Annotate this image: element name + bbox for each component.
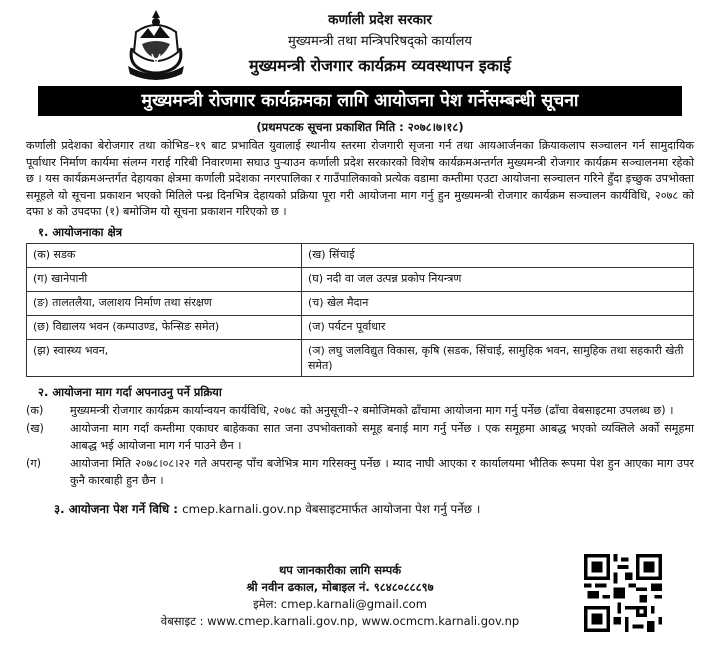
list-item-text: आयोजना माग गर्दा कम्तीमा एकाघर बाहेकका सात जना उपभोक्ताको समूह बनाई माग गर्नु पर्नेछ । एक समूहमा आबद्ध भएको व्यक्तिले अर्को समूहमा आबद्ध भई आयोजना माग गर्न पाउने छैन ।: [70, 422, 694, 452]
table-cell: (छ) विद्यालय भवन (कम्पाउण्ड, फेन्सिङ समेत): [27, 315, 302, 339]
list-item: [26, 403, 694, 420]
submission-method-text: cmep.karnali.gov.np वेबसाइटमार्फत आयोजना पेश गर्नु पर्नेछ ।: [182, 502, 481, 516]
table-row: [27, 315, 694, 339]
section-process-heading: २. आयोजना माग गर्दा अपनाउनु पर्ने प्रक्रिया: [38, 384, 222, 399]
table-cell: (ञ) लघु जलविद्युत विकास, कृषि (सडक, सिंचाई, सामुहिक भवन, सामुहिक तथा सहकारी खेती समेत): [302, 339, 694, 376]
contact-website: वेबसाइट : www.cmep.karnali.gov.np, www.ocmcm.karnali.gov.np: [160, 614, 520, 628]
list-item-mark: (ग): [26, 457, 42, 470]
table-row: [27, 291, 694, 315]
list-item-mark: (क): [26, 403, 44, 417]
list-item-text: मुख्यमन्त्री रोजगार कार्यक्रम कार्यान्वयन कार्यविधि, २०७८ को अनुसूची–२ बमोजिमको ढाँचामा आयोजना माग गर्नु पर्नेछ (ढाँचा वेबसाइटमा उपलब्ध छ) ।: [70, 403, 674, 417]
table-cell: (ङ) तालतलैया, जलाशय निर्माण तथा संरक्षण: [27, 291, 302, 315]
list-item: [26, 421, 694, 454]
contact-email: इमेल: cmep.karnali@gmail.com: [253, 597, 427, 611]
notice: [10, 6, 710, 646]
contact-block: [110, 562, 570, 630]
list-item-mark: (ख): [26, 422, 44, 435]
header: [10, 6, 710, 86]
table-cell: (क) सडक: [27, 243, 302, 267]
header-government: कर्णाली प्रदेश सरकार: [328, 12, 432, 28]
table-cell: (झ) स्वास्थ्य भवन,: [27, 339, 302, 376]
table-cell: (घ) नदी वा जल उत्पन्न प्रकोप नियन्त्रण: [302, 267, 694, 291]
header-office: मुख्यमन्त्री तथा मन्त्रिपरिषद्को कार्यालय: [288, 34, 472, 49]
table-cell: (च) खेल मैदान: [302, 291, 694, 315]
table-row: [27, 243, 694, 267]
contact-person: श्री नवीन ढकाल, मोबाइल नं. ९८४८०८८८९७: [246, 580, 434, 594]
table-cell: (ख) सिंचाई: [302, 243, 694, 267]
list-item: [26, 456, 694, 489]
contact-heading: थप जानकारीका लागि सम्पर्क: [278, 563, 402, 577]
table-cell: (ग) खानेपानी: [27, 267, 302, 291]
table-row: [27, 267, 694, 291]
sectors-table: [26, 243, 694, 377]
intro-paragraph: कर्णाली प्रदेशका बेरोजगार तथा कोभिड–१९ बाट प्रभावित युवालाई स्थानीय स्तरमा रोजगारी सृजना गर्न तथा आयआर्जनका क्रियाकलाप सञ्चालन गर्न सामुदायिक पूर्वाधार निर्माण कार्यमा संलग्न गराई गरिबी निवारणमा सघाउ पुऱ्याउन कर्णाली प्रदेश सरकारको विशेष कार्यक्रमअन्तर्गत मुख्यमन्त्री रोजगार कार्यक्रम सञ्चालनमा रहेको छ । यस कार्यक्रमअन्तर्गत देहायका क्षेत्रमा कर्णाली प्रदेशका नगरपालिका र गाउँपालिकाको प्रत्येक वडामा कम्तीमा एउटा आयोजना सञ्चालन गरिने हुँदा इच्छुक उपभोक्ता समूहले यो सूचना प्रकाशन भएको मितिले पन्ध्र दिनभित्र देहायको प्रक्रिया पूरा गरी आयोजना माग गर्नु हुन मुख्यमन्त्री रोजगार कार्यक्रम सञ्चालन कार्यविधि, २०७८ को दफा ४ को उपदफा (१) बमोजिम यो सूचना प्रकाशन गरिएको छ ।: [26, 139, 694, 218]
notice-title: मुख्यमन्त्री रोजगार कार्यक्रमका लागि आयोजना पेश गर्नेसम्बन्धी सूचना: [38, 86, 682, 116]
publish-date: (प्रथमपटक सूचना प्रकाशित मिति : २०७८।७।१८): [256, 120, 464, 134]
section-sectors-heading: १. आयोजनाका क्षेत्र: [38, 224, 123, 239]
table-row: [27, 339, 694, 376]
qr-code-icon: [584, 554, 662, 632]
submission-method-label: ३. आयोजना पेश गर्ने विधि :: [54, 502, 179, 516]
submission-method: [54, 501, 710, 519]
list-item-text: आयोजना मिति २०७८।०८।२२ गते अपरान्ह पाँच बजेभित्र माग गरिसक्नु पर्नेछ । म्याद नाघी आएका र कार्यालयमा भौतिक रूपमा पेश हुन आएका माग उपर कुनै कारबाही हुन छैन ।: [70, 457, 694, 487]
table-cell: (ज) पर्यटन पूर्वाधार: [302, 315, 694, 339]
header-unit: मुख्यमन्त्री रोजगार कार्यक्रम व्यवस्थापन इकाई: [248, 56, 512, 75]
